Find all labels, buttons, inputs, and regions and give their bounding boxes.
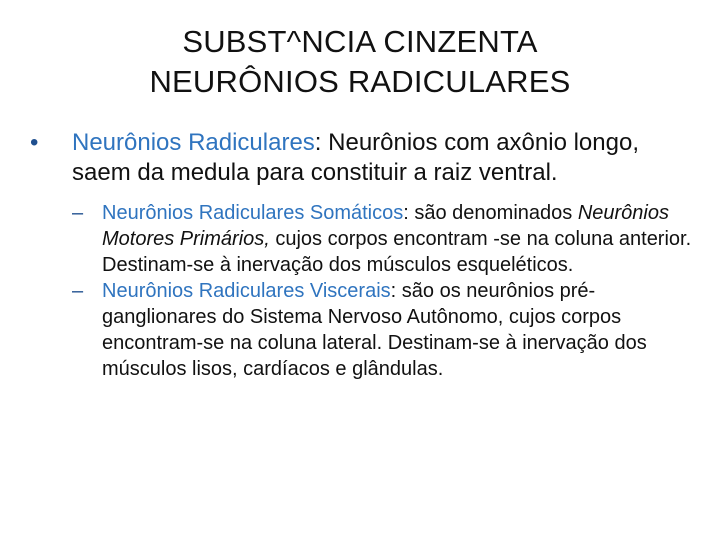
dash-bullet-icon: – — [72, 202, 84, 224]
sub-bullet-viscerais — [30, 278, 700, 382]
sub-bullet-term: Neurônios Radiculares Viscerais — [102, 280, 391, 302]
sub-bullet-text: : são os neurônios pré-ganglionares do Sistema Nervoso Autônomo, cujos corpos encontram-se na coluna lateral. Destinam-se à inervação dos músculos lisos, cardíacos e glândulas. — [102, 280, 647, 380]
bullet-dot-icon: • — [30, 129, 39, 156]
main-bullet — [30, 128, 700, 188]
sub-bullet-somaticos — [30, 200, 700, 278]
main-bullet-text: : Neurônios com axônio longo, saem da medula para constituir a raiz ventral. — [72, 129, 639, 186]
dash-bullet-icon: – — [72, 280, 84, 302]
sub-bullet-term: Neurônios Radiculares Somáticos — [102, 202, 404, 224]
title-line-2: NEURÔNIOS RADICULARES — [149, 64, 571, 99]
title-line-1: SUBST^NCIA CINZENTA — [182, 24, 538, 59]
main-bullet-term: Neurônios Radiculares — [72, 129, 315, 156]
sub-bullet-text: : são denominados — [403, 202, 578, 224]
sub-bullet-italic-text: Neurônios Motores Primários, — [102, 202, 669, 250]
sub-bullet-text-continued: cujos corpos encontram -se na coluna anterior. Destinam-se à inervação dos músculos esqueléticos. — [102, 228, 692, 276]
slide-title — [60, 22, 660, 102]
slide-body — [30, 128, 700, 382]
